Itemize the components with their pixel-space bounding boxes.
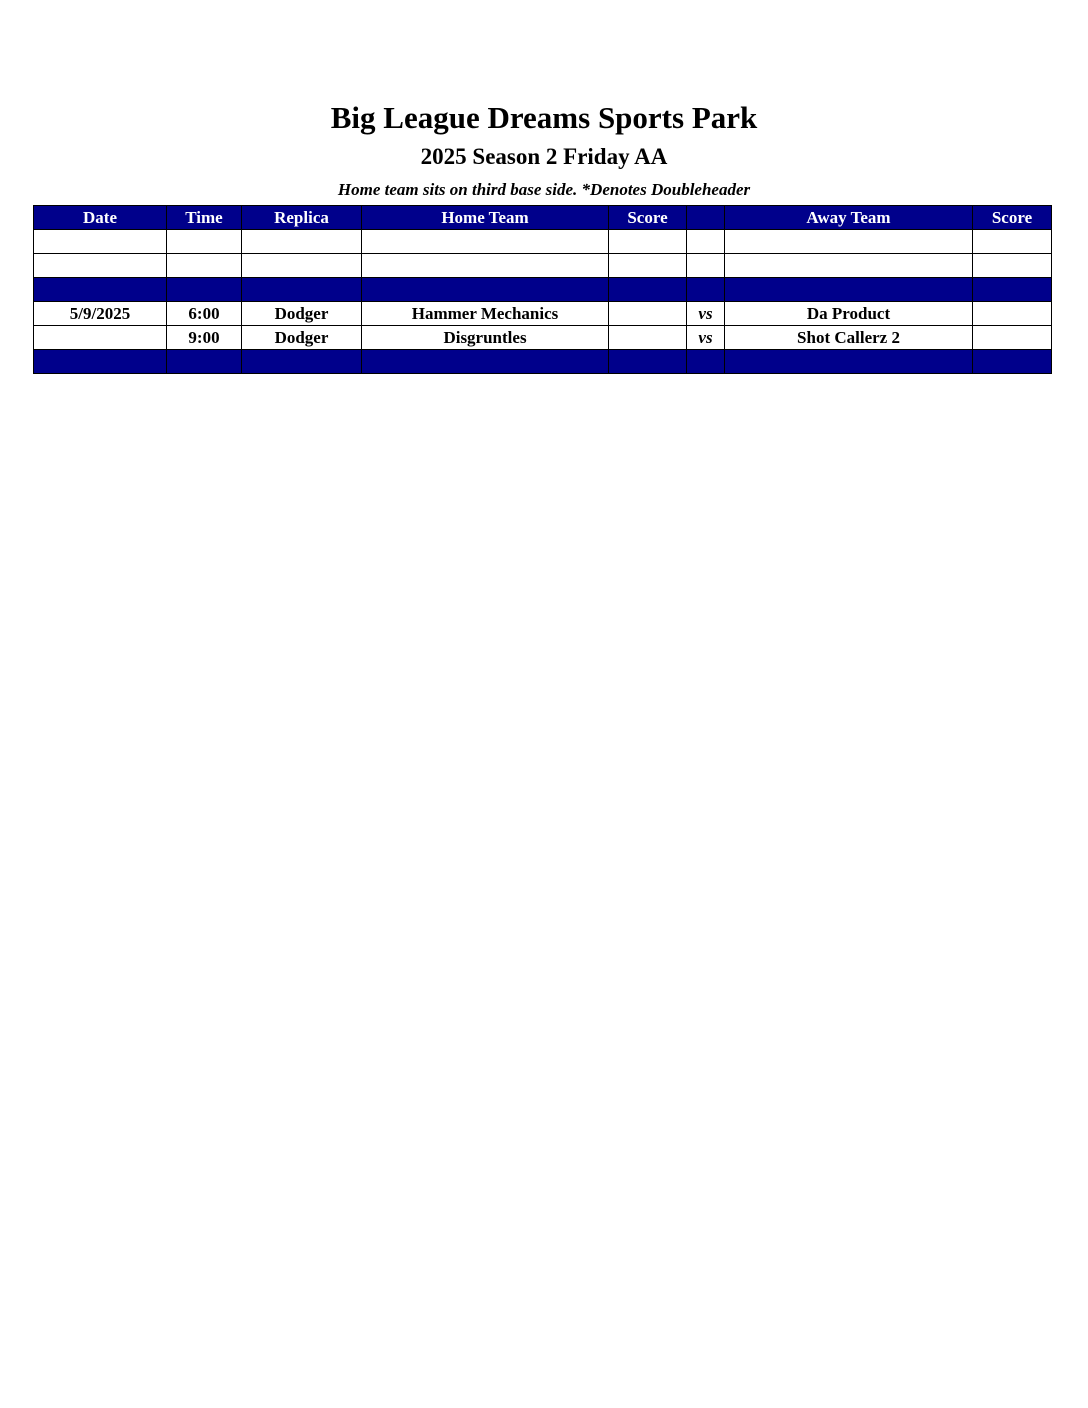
column-header-date: Date: [34, 206, 167, 230]
table-header-row: [34, 206, 1052, 230]
schedule-table: [33, 205, 1052, 374]
column-header-vs: [687, 206, 725, 230]
home-score: [609, 302, 687, 326]
game-replica: Dodger: [242, 326, 362, 350]
home-score: [609, 326, 687, 350]
home-team: Disgruntles: [362, 326, 609, 350]
vs-label: vs: [687, 302, 725, 326]
schedule-note: Home team sits on third base side. *Denotes Doubleheader: [337, 180, 751, 199]
season-subtitle: 2025 Season 2 Friday AA: [420, 144, 668, 169]
game-time: 9:00: [167, 326, 242, 350]
away-score: [973, 302, 1052, 326]
separator-band-row: [34, 278, 1052, 302]
separator-band-row: [34, 350, 1052, 374]
game-time: 6:00: [167, 302, 242, 326]
empty-row: [34, 230, 1052, 254]
game-date: [34, 326, 167, 350]
game-date: 5/9/2025: [34, 302, 167, 326]
column-header-away-score: Score: [973, 206, 1052, 230]
vs-label: vs: [687, 326, 725, 350]
page-title: Big League Dreams Sports Park: [330, 100, 758, 135]
home-team: Hammer Mechanics: [362, 302, 609, 326]
empty-row: [34, 254, 1052, 278]
game-row: [34, 326, 1052, 350]
column-header-replica: Replica: [242, 206, 362, 230]
column-header-home-score: Score: [609, 206, 687, 230]
column-header-away-team: Away Team: [725, 206, 973, 230]
game-replica: Dodger: [242, 302, 362, 326]
away-score: [973, 326, 1052, 350]
away-team: Da Product: [725, 302, 973, 326]
away-team: Shot Callerz 2: [725, 326, 973, 350]
column-header-time: Time: [167, 206, 242, 230]
game-row: [34, 302, 1052, 326]
column-header-home-team: Home Team: [362, 206, 609, 230]
